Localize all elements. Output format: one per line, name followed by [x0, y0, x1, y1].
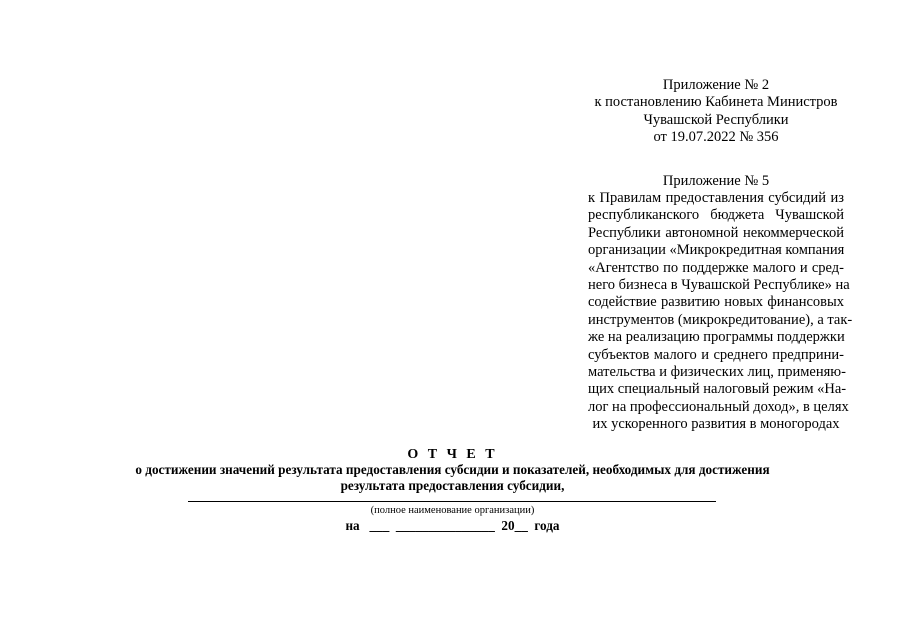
report-subtitle-line: результата предоставления субсидии,: [340, 478, 565, 493]
appendix-5-line: к Правилам предоставления субсидий из: [588, 190, 844, 206]
appendix-5-line: мательства и физических лиц, применяю-: [588, 363, 846, 380]
report-subtitle-line: о достижении значений результата предоставления субсидии и показателей, необходимых для достижения: [135, 462, 770, 477]
appendix-5-line: него бизнеса в Чувашской Республике» на: [588, 276, 850, 293]
appendix-5-line: «Агентство по поддержке малого и сред-: [588, 259, 844, 276]
appendix-5-line: же на реализацию программы поддержки: [588, 329, 845, 346]
report-period: на ___ _______________ 20__ года: [345, 518, 560, 533]
report-title: О Т Ч Е Т: [407, 447, 498, 462]
appendix-5-line: их ускоренного развития в моногородах: [592, 416, 840, 433]
appendix-5-body: [588, 190, 853, 433]
appendix-5-title: Приложение № 5: [662, 173, 770, 189]
organization-name-line: [188, 501, 716, 502]
appendix-5-line: инструментов (микрокредитование), а так-: [588, 311, 853, 328]
appendix-5-line: субъектов малого и среднего предприни-: [588, 346, 844, 363]
organization-caption: (полное наименование организации): [370, 505, 535, 516]
report-subtitle: [0, 462, 905, 494]
appendix-2-line: к постановлению Кабинета Министров: [594, 94, 838, 111]
appendix-2-line: Чувашской Республики: [643, 111, 789, 128]
appendix-5-line: республиканского бюджета Чувашской: [588, 207, 844, 224]
appendix-5-line: содействие развитию новых финансовых: [588, 294, 844, 311]
appendix-5-line: организации «Микрокредитная компания: [588, 242, 845, 259]
appendix-2-line: Приложение № 2: [662, 77, 770, 93]
appendix-5-line: щих специальный налоговый режим «На-: [588, 381, 847, 398]
appendix-2-line: от 19.07.2022 № 356: [653, 129, 779, 146]
appendix-5-line: лог на профессиональный доход», в целях: [588, 398, 849, 415]
appendix-5-line: Республики автономной некоммерческой: [588, 224, 844, 241]
appendix-2-header: [588, 77, 844, 147]
